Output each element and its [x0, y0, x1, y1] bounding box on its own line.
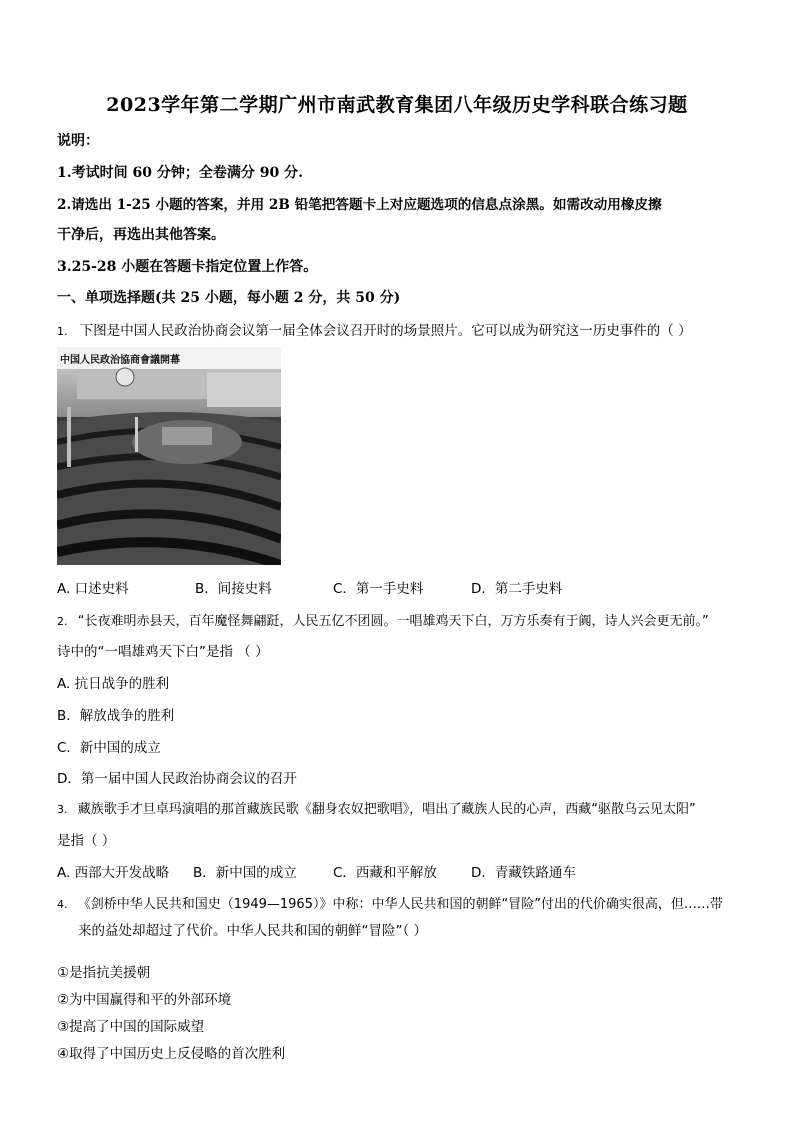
statement-3: ③提高了中国的国际威望	[57, 1019, 205, 1035]
option-c[interactable]: C．新中国的成立	[57, 740, 161, 756]
conference-hall-image	[57, 347, 281, 565]
question-number: 4.	[57, 898, 68, 911]
question-text: 《剑桥中华人民共和国史（1949—1965）》中称：中华人民共和国的朝鲜“冒险”付出的代价确实很高，但……带	[77, 897, 723, 912]
option-b[interactable]: B．解放战争的胜利	[57, 708, 175, 724]
question-text: 藏族歌手才旦卓玛演唱的那首藏族民歌《翻身农奴把歌唱》，唱出了藏族人民的心声，西藏“驱散乌云见太阳”	[77, 802, 696, 817]
conference-photo	[57, 347, 281, 565]
option-b[interactable]: B．间接史料	[195, 581, 272, 597]
question-text: “长夜难明赤县天，百年魔怪舞翩跹，人民五亿不团圆。一唱雄鸡天下白，万方乐奏有于阗，诗人兴会更无前。”	[77, 614, 709, 629]
instruction-line-3: 3.25-28 小题在答题卡指定位置上作答。	[57, 259, 318, 275]
instructions-heading: 说明：	[57, 133, 99, 149]
option-a[interactable]: A. 西部大开发战略	[57, 865, 170, 881]
question-1-options	[57, 577, 562, 597]
option-d[interactable]: D．第二手史料	[471, 581, 563, 597]
statement-1: ①是指抗美援朝	[57, 965, 151, 981]
question-number: 3.	[57, 803, 68, 816]
question-number: 1.	[57, 325, 68, 338]
instruction-line-2a: 2.请选出 1-25 小题的答案，并用 2B 铅笔把答题卡上对应题选项的信息点涂黑。如需改动用橡皮擦	[57, 197, 662, 213]
instruction-line-2b: 干净后，再选出其他答案。	[57, 227, 225, 243]
question-4-text-cont: 来的益处却超过了代价。中华人民共和国的朝鲜“冒险”（ ）	[78, 923, 428, 939]
option-d[interactable]: D．第一届中国人民政治协商会议的召开	[57, 771, 297, 787]
option-a[interactable]: A. 口述史料	[57, 581, 129, 597]
question-1	[57, 319, 692, 339]
page-title: 2023学年第二学期广州市南武教育集团八年级历史学科联合练习题	[106, 94, 688, 116]
instruction-line-1: 1.考试时间 60 分钟；全卷满分 90 分.	[57, 165, 303, 181]
question-3	[57, 798, 696, 817]
option-c[interactable]: C．西藏和平解放	[333, 865, 437, 881]
photo-banner-text: 中国人民政治協商會議開幕	[60, 355, 180, 366]
statement-4: ④取得了中国历史上反侵略的首次胜利	[57, 1046, 286, 1062]
section-heading: 一、单项选择题(共 25 小题，每小题 2 分，共 50 分)	[57, 290, 401, 306]
option-d[interactable]: D．青藏铁路通车	[471, 865, 576, 881]
question-2-text-cont: 诗中的“一唱雄鸡天下白”是指 （ ）	[57, 644, 269, 660]
question-number: 2.	[57, 615, 68, 628]
question-3-text-cont: 是指（ ）	[57, 833, 116, 849]
option-a[interactable]: A. 抗日战争的胜利	[57, 676, 170, 692]
question-2	[57, 610, 709, 629]
option-c[interactable]: C．第一手史料	[333, 581, 424, 597]
question-text: 下图是中国人民政治协商会议第一届全体会议召开时的场景照片。它可以成为研究这一历史事件的（ ）	[79, 323, 692, 339]
statement-2: ②为中国赢得和平的外部环境	[57, 992, 232, 1008]
question-4	[57, 893, 723, 912]
option-b[interactable]: B．新中国的成立	[193, 865, 297, 881]
question-3-options	[57, 861, 576, 881]
